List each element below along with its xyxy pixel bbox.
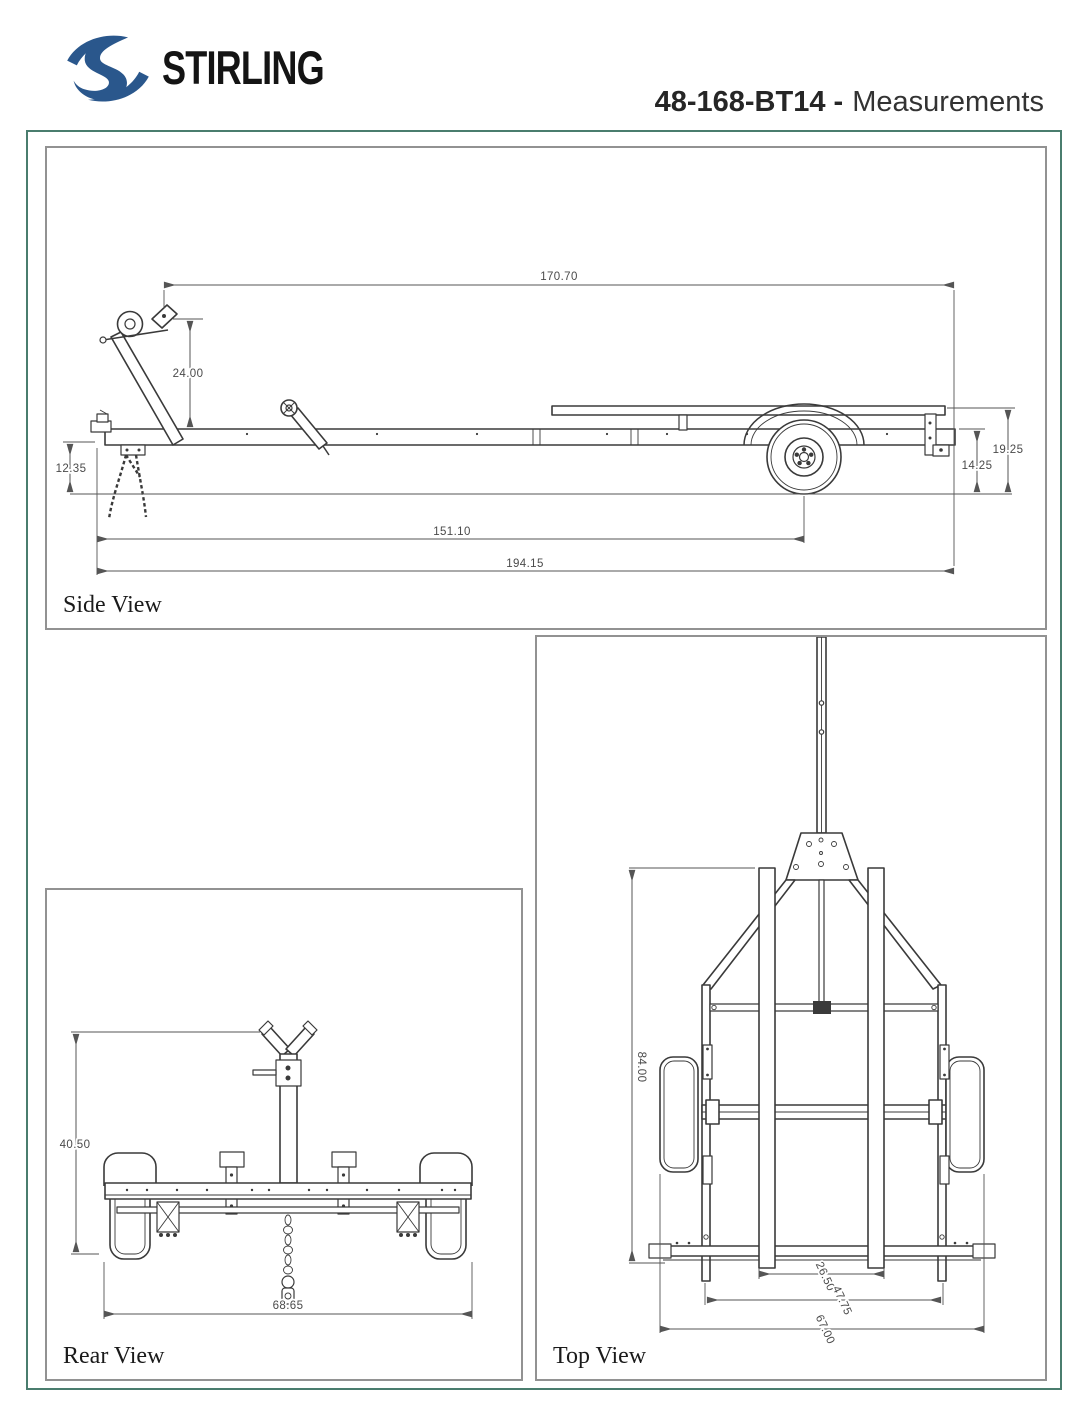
- brand-name: STIRLING: [162, 42, 324, 95]
- right-bunk-end: [332, 1152, 356, 1167]
- bracket: [940, 1156, 949, 1184]
- left-wheel-top: [660, 1057, 698, 1172]
- side-dimensions: [56, 271, 1024, 575]
- right-bunk: [868, 868, 884, 1268]
- trailer-rear: [104, 1021, 472, 1304]
- bunk-board: [552, 406, 945, 415]
- page-title: [655, 86, 1044, 119]
- safety-chains: [109, 455, 146, 519]
- dim-rear-width: 68.65: [272, 1300, 304, 1312]
- top-view-label: Top View: [553, 1343, 647, 1369]
- right-wheel-top: [946, 1057, 984, 1172]
- stirling-logo-icon: [56, 30, 160, 108]
- center-chain: [282, 1215, 294, 1304]
- rear-crossmember: [657, 1246, 987, 1256]
- side-view-panel: [45, 146, 1047, 630]
- header: [0, 0, 1088, 130]
- trailer-top: [649, 637, 995, 1281]
- title-text: Measurements: [852, 86, 1044, 118]
- dim-hitch-to-axle: 151.10: [433, 526, 471, 538]
- bunk-bracket-front: [679, 415, 687, 430]
- left-diagonal: [703, 880, 795, 989]
- right-stand: [397, 1202, 419, 1237]
- dim-bunk-length: 84.00: [635, 1051, 647, 1083]
- a-frame-plate: [786, 833, 858, 880]
- dim-overall-top: 170.70: [540, 271, 578, 283]
- dim-frame-height: 14.25: [961, 460, 993, 472]
- right-diagonal: [849, 880, 941, 989]
- winch-post-rear: [253, 1021, 317, 1183]
- right-fender: [420, 1153, 472, 1186]
- dim-overall-length: 194.15: [506, 558, 544, 570]
- dim-winch-height: 24.00: [172, 368, 204, 380]
- right-rail: [938, 985, 946, 1281]
- dim-bunk-spacing: 26.50: [812, 1260, 837, 1294]
- coupler: [91, 410, 111, 432]
- rear-view-panel: [45, 888, 523, 1381]
- dim-overall-width: 67.00: [812, 1313, 837, 1347]
- winch-post: [111, 332, 183, 445]
- left-bunk-end: [220, 1152, 244, 1167]
- left-hub: [706, 1100, 719, 1124]
- left-fender: [104, 1153, 156, 1186]
- left-bunk: [759, 868, 775, 1268]
- dim-rear-height: 40.50: [59, 1139, 91, 1151]
- dim-bunk-height: 19.25: [992, 444, 1024, 456]
- left-stand: [157, 1202, 179, 1237]
- center-member: [819, 880, 824, 1006]
- left-rail: [702, 985, 710, 1281]
- logo: [56, 30, 359, 108]
- side-view-label: Side View: [63, 592, 162, 618]
- tongue-jack: [281, 400, 329, 455]
- rear-view-label: Rear View: [63, 1343, 165, 1369]
- model-number: 48-168-BT14 -: [654, 86, 844, 118]
- wheel: [767, 420, 841, 494]
- bracket: [703, 1156, 712, 1184]
- cross-beam: [105, 1183, 471, 1199]
- rear-view-drawing: [47, 890, 521, 1379]
- trailer-side: [91, 305, 955, 519]
- side-view-drawing: [47, 148, 1045, 628]
- dim-front-drop: 12.35: [55, 463, 87, 475]
- dim-frame-width: 47.75: [829, 1284, 854, 1318]
- tongue-bracket: [121, 445, 145, 455]
- top-view-panel: [535, 635, 1047, 1381]
- right-hub: [929, 1100, 942, 1124]
- top-view-drawing: [537, 637, 1045, 1379]
- center-buckle: [813, 1001, 831, 1014]
